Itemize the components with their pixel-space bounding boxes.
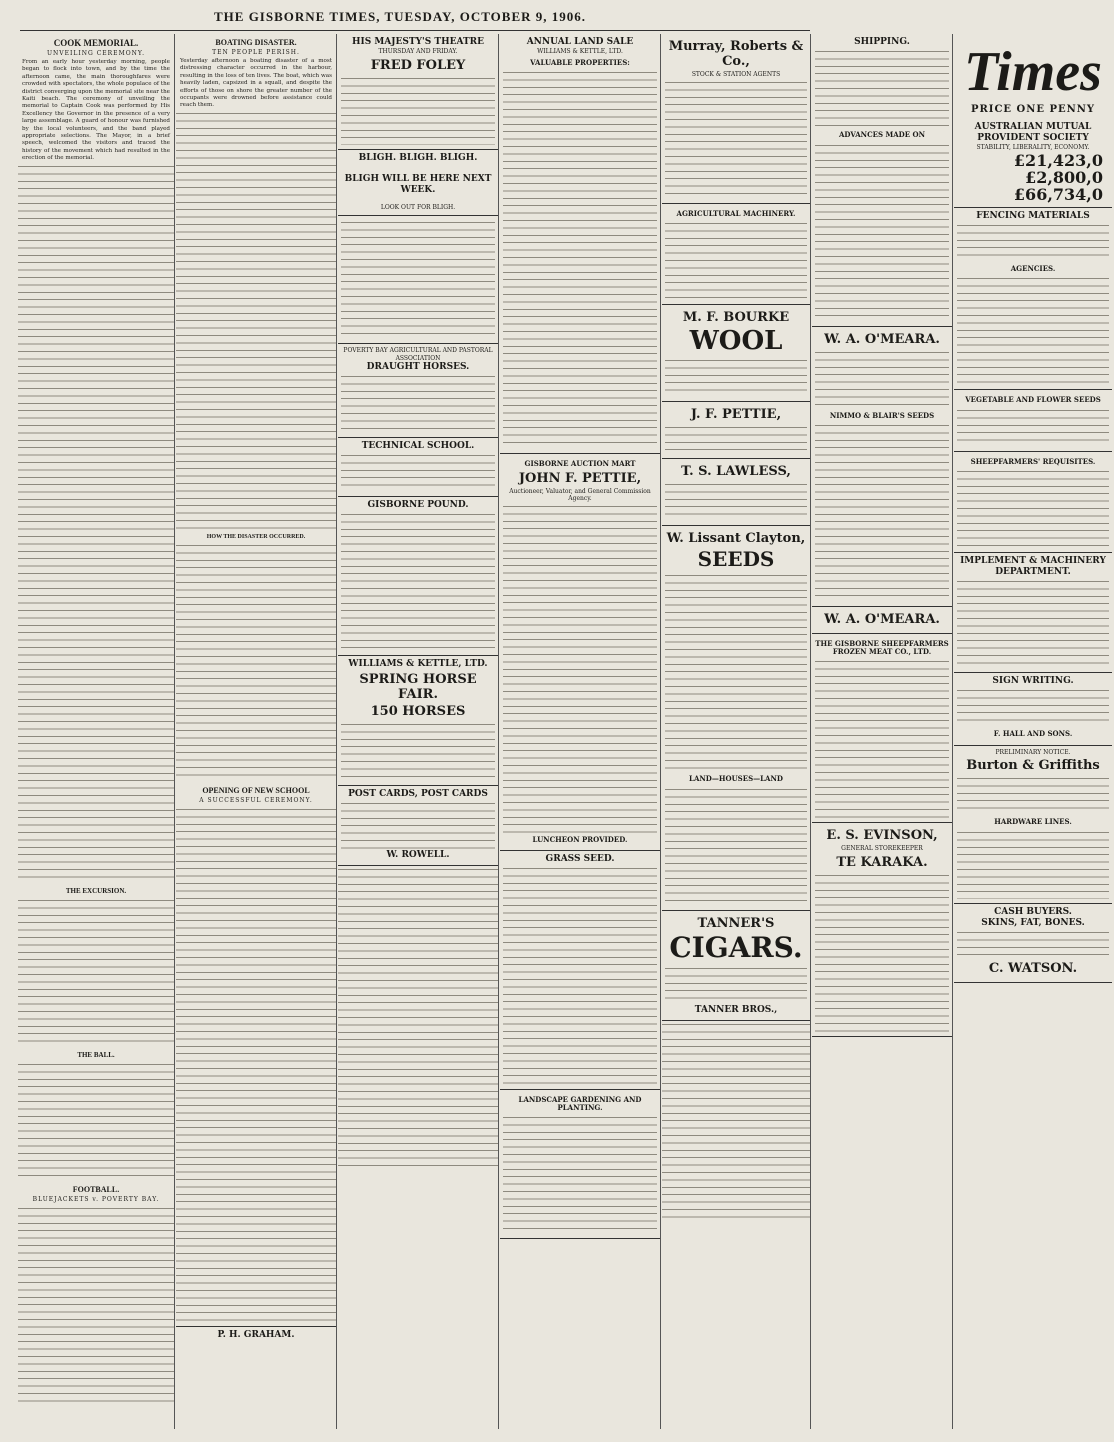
advert-grass-seed — [500, 851, 660, 1090]
advert-amp-society — [954, 119, 1112, 208]
advert-title: CASH BUYERS. — [994, 906, 1072, 917]
advert-seeds — [954, 390, 1112, 452]
advert-lawless — [662, 459, 810, 526]
article-text-block — [18, 1061, 174, 1181]
article-text-block — [176, 806, 336, 1326]
advert-amount: £21,423,0 — [1013, 150, 1103, 170]
advert-place: TE KARAKA. — [836, 854, 928, 870]
advert-pettie — [662, 402, 810, 459]
advert-seeds: SEEDS — [697, 547, 775, 571]
advert-shipping — [812, 34, 952, 327]
advert-subtitle: STABILITY, LIBERALITY, ECONOMY. — [976, 144, 1090, 151]
advert-title: SHIPPING. — [854, 37, 910, 47]
advert-title: TECHNICAL SCHOOL. — [361, 441, 475, 451]
article-text-block — [18, 897, 174, 1047]
advert-murray-roberts — [662, 34, 810, 204]
article-text-block — [18, 1205, 174, 1405]
article-text-block — [18, 163, 174, 883]
article-text-block — [176, 110, 336, 530]
article-subheading: UNVEILING CEREMONY. — [47, 50, 145, 57]
article-subheading: A SUCCESSFUL CEREMONY. — [199, 796, 313, 804]
advert-pound — [338, 497, 498, 656]
column-adverts-3 — [662, 34, 811, 1429]
advert-subtitle: Auctioneer, Valuator, and General Commission Agency. — [509, 487, 651, 502]
advert-machinery — [662, 204, 810, 306]
advert-fencing — [954, 208, 1112, 391]
advert-bourke — [662, 305, 810, 402]
advert-subtitle: NIMMO & BLAIR'S SEEDS — [829, 410, 935, 420]
advert-title: BLIGH. BLIGH. BLIGH. — [358, 152, 478, 163]
price-label: PRICE ONE PENNY — [970, 104, 1096, 115]
advert-title: SIGN WRITING. — [992, 676, 1074, 686]
article-text-block — [176, 542, 336, 782]
advert-title: T. S. LAWLESS, — [681, 464, 791, 479]
advert-title: GRASS SEED. — [545, 854, 615, 864]
advert-title: Murray, Roberts & Co., — [668, 39, 804, 69]
column-adverts-1 — [338, 34, 499, 1429]
advert-subtitle: VALUABLE PROPERTIES: — [530, 57, 630, 67]
advert-title: POVERTY BAY AGRICULTURAL AND PASTORAL ASSOCIATION — [343, 347, 493, 362]
advert-title: VEGETABLE AND FLOWER SEEDS — [965, 395, 1101, 404]
article-heading: COOK MEMORIAL. — [53, 38, 139, 48]
advert-clayton — [662, 526, 810, 911]
advert-note: ADVANCES MADE ON — [838, 130, 925, 139]
advert-title: POST CARDS, POST CARDS — [348, 789, 488, 799]
advert-title: THE GISBORNE SHEEPFARMERS FROZEN MEAT CO., LTD. — [815, 639, 949, 656]
advert-company: WILLIAMS & KETTLE, LTD. — [348, 659, 488, 669]
advert-frozen-meat — [812, 634, 952, 823]
article-subheading: BLUEJACKETS v. POVERTY BAY. — [32, 1195, 160, 1203]
article-heading: BOATING DISASTER. — [215, 38, 297, 47]
advert-title: TANNER'S — [697, 915, 775, 931]
advert-subtitle: DRAUGHT HORSES. — [366, 362, 470, 372]
advert-cigars: CIGARS. — [669, 930, 803, 964]
advert-evinson — [812, 823, 952, 1037]
advert-bligh — [338, 150, 498, 217]
advert-highlight: 150 HORSES — [370, 704, 466, 719]
advert-subtitle: THURSDAY AND FRIDAY. — [378, 48, 458, 55]
column-adverts-2 — [500, 34, 661, 1429]
advert-note: LOOK OUT FOR BLIGH. — [380, 203, 456, 211]
advert-title: IMPLEMENT & MACHINERY DEPARTMENT. — [960, 556, 1106, 577]
masthead-title: THE GISBORNE TIMES, TUESDAY, OCTOBER 9, 1906. — [213, 9, 587, 24]
advert-note: LUNCHEON PROVIDED. — [532, 834, 628, 844]
article-heading: FOOTBALL. — [72, 1184, 120, 1194]
advert-post-cards — [338, 786, 498, 866]
advert-sheepfarmers — [954, 452, 1112, 554]
advert-burton — [954, 746, 1112, 904]
advert-horse-fair — [338, 656, 498, 786]
article-heading: HOW THE DISASTER OCCURRED. — [206, 533, 306, 540]
advert-subtitle: SKINS, FAT, BONES. — [981, 917, 1085, 928]
masthead-times: Times — [964, 41, 1102, 103]
advert-signature: W. ROWELL. — [386, 850, 450, 860]
advert-signature: F. HALL AND SONS. — [993, 729, 1073, 738]
article-body: From an early hour yesterday morning, people began to flock into town, and by the time the afternoon came, the main thoroughfares were crowded with spectators, the whole populace of the district converging upon the memorial site near the Kaiti beach. The ceremony of unveiling the memorial to Captain Cook was performed by His Excellency the Governor in the presence of a very large assemblage. A guard of honour was furnished by the local volunteers, and the band played appropriate selections. The Mayor, in a brief speech, welcomed the visitors and traced the history of the movement which had resulted in the erection of the memorial. — [22, 59, 170, 162]
advert-title: GISBORNE AUCTION MART — [524, 459, 636, 468]
advert-title: FENCING MATERIALS — [976, 210, 1090, 221]
advert-title: W. A. O'MEARA. — [824, 612, 940, 627]
advert-title: LANDSCAPE GARDENING AND PLANTING. — [518, 1095, 642, 1112]
advert-filler — [338, 216, 498, 344]
advert-cash-buyers — [954, 904, 1112, 983]
masthead — [0, 6, 800, 36]
article-heading: THE EXCURSION. — [65, 886, 127, 895]
advert-auction-mart — [500, 454, 660, 851]
advert-title: W. A. O'MEARA. — [824, 331, 940, 347]
article-heading: THE BALL. — [77, 1050, 115, 1059]
advert-title: SHEEPFARMERS' REQUISITES. — [970, 456, 1096, 466]
advert-signature: TANNER BROS., — [694, 1004, 778, 1015]
column-adverts-4 — [812, 34, 953, 1429]
article-heading: OPENING OF NEW SCHOOL — [202, 785, 310, 795]
advert-theatre — [338, 34, 498, 150]
advert-subtitle: HARDWARE LINES. — [994, 817, 1072, 826]
advert-wool: WOOL — [689, 326, 783, 356]
article-subheading: TEN PEOPLE PERISH. — [212, 49, 300, 56]
advert-note: PRELIMINARY NOTICE. — [995, 748, 1071, 756]
advert-title: J. F. PETTIE, — [690, 407, 782, 422]
advert-subtitle: STOCK & STATION AGENTS — [691, 71, 781, 78]
advert-title: W. Lissant Clayton, — [666, 531, 806, 546]
advert-title: M. F. BOURKE — [682, 310, 790, 325]
advert-amount: £2,800,0 — [1025, 167, 1103, 187]
advert-subtitle: GENERAL STOREKEEPER — [841, 845, 923, 852]
article-body: Yesterday afternoon a boating disaster of a most distressing character occurred in the harbour, resulting in the loss of ten lives. The boat, which was heavily laden, capsized in a squall, and despite the efforts of those on shore the greater number of the occupants were drowned before assistance could reach them. — [180, 58, 332, 109]
advert-tanners — [662, 911, 810, 1021]
advert-name: JOHN F. PETTIE, — [518, 470, 642, 486]
advert-sign-writing — [954, 673, 1112, 746]
advert-title: E. S. EVINSON, — [826, 828, 938, 843]
advert-subtitle: BLIGH WILL BE HERE NEXT WEEK. — [344, 173, 492, 195]
column-boating-disaster — [176, 34, 337, 1429]
masthead-rule — [20, 30, 810, 31]
advert-signature: C. WATSON. — [988, 960, 1078, 976]
advert-technical-school — [338, 438, 498, 497]
advert-landscape — [500, 1090, 660, 1239]
column-cook-memorial — [18, 34, 175, 1429]
advert-company: WILLIAMS & KETTLE, LTD. — [537, 48, 623, 55]
classified-block — [338, 866, 498, 1166]
advert-act: FRED FOLEY — [370, 57, 466, 73]
advert-amount: £66,734,0 — [1013, 184, 1103, 204]
advert-subtitle: AGENCIES. — [1010, 263, 1056, 273]
advert-title: AGRICULTURAL MACHINERY. — [676, 208, 796, 218]
advert-title: AUSTRALIAN MUTUAL PROVIDENT SOCIETY — [974, 122, 1092, 143]
advert-title: ANNUAL LAND SALE — [526, 37, 634, 47]
column-adverts-5 — [954, 36, 1112, 1431]
advert-implement — [954, 553, 1112, 673]
advert-land-sale — [500, 34, 660, 454]
advert-association — [338, 344, 498, 438]
advert-title: HIS MAJESTY'S THEATRE — [351, 37, 484, 47]
advert-title: P. H. GRAHAM. — [217, 1329, 295, 1340]
advert-omeara — [812, 327, 952, 608]
advert-note: LAND—HOUSES—LAND — [689, 774, 783, 783]
advert-title: Burton & Griffiths — [966, 758, 1100, 773]
advert-omeara-2 — [812, 607, 952, 634]
classified-block — [662, 1021, 810, 1221]
advert-title: GISBORNE POUND. — [367, 500, 469, 510]
advert-title: SPRING HORSE FAIR. — [359, 672, 477, 702]
